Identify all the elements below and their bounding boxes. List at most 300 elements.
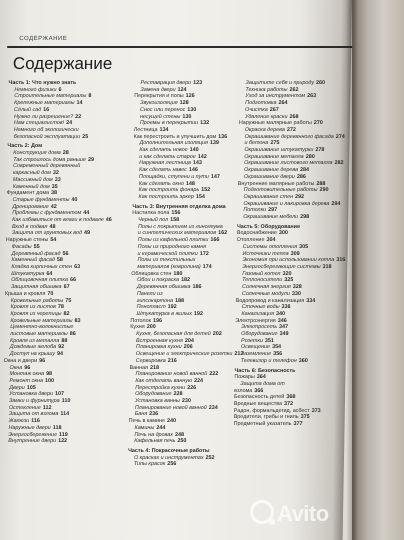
toc-entry-title: Обои и покраска (137, 277, 180, 284)
toc-page-number: 288 (316, 180, 326, 187)
toc-entry-title: Окраска дерева (244, 126, 285, 133)
toc-entry (235, 351, 345, 358)
toc-entry-title: Окрашивание дерева (243, 167, 299, 174)
toc-entry (239, 120, 349, 127)
toc-entry-title: Окрашивание и лакировка дерева (243, 200, 330, 207)
toc-entry (131, 257, 234, 264)
toc-entry-title: и как сделать старое (139, 153, 196, 160)
toc-entry (5, 298, 133, 305)
toc-entry (8, 93, 136, 100)
toc-page-number: 252 (205, 454, 215, 461)
toc-page-number: 56 (62, 250, 69, 257)
toc-entry (238, 160, 348, 167)
right-page-edge (352, 0, 404, 540)
toc-page-number: 14 (76, 100, 83, 107)
toc-entry (133, 187, 236, 194)
toc-entry-title: Солнечные модули (241, 290, 290, 297)
toc-page-number: 268 (289, 113, 299, 120)
toc-page-number: 351 (264, 337, 274, 344)
toc-page-number: 116 (31, 418, 40, 425)
toc-entry (236, 264, 346, 271)
avito-logo-icon (250, 500, 274, 524)
toc-entry (4, 338, 132, 345)
toc-entry (3, 371, 131, 378)
toc-entry-title: Кровельные работы (10, 297, 64, 304)
toc-entry (8, 134, 136, 141)
toc-entry (237, 207, 347, 214)
toc-entry (234, 374, 344, 381)
toc-page-number: 186 (192, 284, 202, 291)
toc-page-number: 202 (212, 331, 222, 338)
toc-entry-title: Перекрытия и полы (134, 93, 184, 100)
toc-entry (7, 170, 135, 177)
toc-entry (239, 100, 349, 107)
toc-entry-title: Вредители, грибы и гниль (233, 414, 299, 421)
toc-entry-title: Удаление краски (244, 113, 288, 120)
spine-shadow (346, 0, 358, 540)
toc-entry-title: Канализация (241, 310, 275, 317)
toc-page-number: 354 (272, 344, 282, 351)
toc-entry (5, 257, 133, 264)
toc-entry (236, 257, 346, 264)
toc-entry-title: Планирование новой ванной (134, 404, 207, 411)
toc-entry-title: Нам специалистов! (13, 120, 65, 127)
toc-entry-title: Кухня (130, 324, 145, 331)
toc-page-number: 188 (174, 297, 185, 304)
toc-page-number: 92 (58, 344, 65, 351)
toc-entry-title: Предметный указатель (233, 421, 292, 428)
toc-page-number: 356 (273, 351, 283, 358)
toc-page-number: 32 (52, 170, 59, 177)
toc-entry-title: Защита от грунтовых вод (11, 230, 83, 237)
toc-entry (129, 391, 232, 398)
toc-entry-title: Полы из текстильных (137, 257, 196, 264)
toc-entry (237, 251, 347, 258)
toc-page-number: 300 (278, 230, 288, 237)
toc-entry (237, 194, 347, 201)
toc-entry-title: Черный пол (138, 217, 169, 224)
toc-page-number: 29 (88, 156, 95, 163)
toc-page-number: 218 (150, 364, 160, 371)
toc-entry-title: Дождевые желоба (9, 344, 57, 351)
toc-entry (237, 244, 347, 251)
toc-entry (239, 134, 349, 141)
toc-entry (239, 87, 349, 94)
toc-entry-title: Сточные воды (241, 304, 280, 311)
toc-entry (6, 224, 134, 231)
toc-page-number: 154 (195, 193, 205, 200)
toc-entry (239, 127, 349, 134)
toc-entry-title: Немного физики (14, 86, 57, 93)
toc-page-number: 124 (177, 86, 187, 93)
toc-entry (4, 318, 132, 325)
toc-page-number: 96 (24, 364, 31, 371)
toc-entry-title: Снос или перенос (140, 106, 186, 113)
toc-entry-title: Звукоизоляция (140, 100, 178, 107)
toc-page-number: 275 (270, 140, 280, 147)
toc-page-number: 274 (335, 133, 345, 140)
toc-entry-title: Встроенная кухня (136, 337, 183, 344)
toc-entry-title: Деревянный фасад (11, 250, 61, 257)
toc-page-number: 250 (177, 438, 187, 445)
toc-page-number: 38 (50, 190, 58, 197)
toc-entry-title: Печь на дровах (134, 431, 174, 438)
toc-entry-title: Фундамент дома (6, 190, 50, 197)
toc-entry (238, 181, 348, 188)
toc-page-number: 147 (210, 173, 220, 180)
toc-entry-title: Кафельная печь (134, 438, 176, 445)
toc-page-number: 260 (315, 80, 326, 86)
toc-entry-title: Облицовка стен (131, 270, 172, 277)
toc-entry-title: Площадки, ступени и пути (138, 173, 209, 180)
toc-entry (129, 411, 232, 418)
toc-page-number: 334 (306, 297, 316, 304)
toc-entry-title: Старые фундаменты (12, 196, 70, 203)
watermark-text: Avito (277, 501, 329, 526)
toc-page-number: 143 (192, 160, 202, 167)
toc-page-number: 316 (336, 257, 346, 264)
toc-page-number: 55 (33, 243, 40, 250)
toc-page-number: 182 (181, 277, 191, 284)
toc-page-number: 83 (74, 317, 81, 324)
toc-page-number: 226 (187, 384, 197, 391)
toc-page-number: 262 (289, 86, 299, 93)
toc-entry (131, 284, 234, 291)
toc-page-number: 372 (284, 401, 294, 408)
toc-page-number: 139 (209, 140, 219, 147)
toc-entry (131, 304, 234, 311)
toc-entry (3, 411, 131, 418)
toc-entry (234, 408, 344, 415)
toc-column-1 (2, 80, 136, 445)
toc-entry-title: Окрашивание металла (244, 153, 304, 160)
toc-entry-title: Дренирование (12, 203, 49, 210)
toc-page-number: 114 (60, 411, 70, 418)
toc-page-number: 58 (56, 257, 63, 264)
toc-page-number: 33 (54, 176, 61, 183)
toc-entry-title: Розетки (241, 337, 263, 344)
toc-page-number: 377 (293, 421, 303, 428)
toc-page-number: 66 (69, 277, 77, 284)
toc-entry-title: Печь в камине (128, 418, 166, 425)
toc-entry-title: Облицовочная плитка (11, 277, 69, 284)
toc-entry-title: Типы красок (133, 461, 166, 468)
toc-column-3 (234, 80, 350, 428)
toc-entry (129, 385, 232, 392)
toc-entry-title: Телевизор и телефон (240, 357, 297, 364)
toc-part-heading: Часть 3: Внутренняя отделка дома (132, 203, 226, 210)
toc-page-number: 22 (75, 113, 82, 120)
toc-entry (3, 405, 131, 412)
toc-entry (6, 197, 134, 204)
toc-page-number: 244 (156, 424, 166, 431)
toc-page-number: 6 (58, 86, 62, 93)
toc-entry (4, 344, 132, 351)
toc-entry-title: материалов (ковролина) (137, 263, 201, 270)
toc-entry-title: Окрашивание стен (243, 193, 294, 200)
toc-entry (129, 405, 232, 412)
toc-page-number: 292 (295, 193, 305, 200)
toc-entry (130, 344, 233, 351)
toc-entry (5, 304, 133, 311)
toc-entry (238, 174, 348, 181)
toc-entry (3, 385, 131, 392)
toc-entry-title: Замки и фурнитура (8, 398, 60, 405)
toc-page-number: 349 (279, 331, 289, 338)
toc-entry (238, 154, 348, 161)
toc-entry-title: Водоснабжение (236, 230, 277, 237)
toc-entry (130, 351, 244, 358)
toc-page-number: 156 (171, 210, 181, 217)
toc-entry (8, 87, 136, 94)
toc-entry-title: и керамической плитки (137, 250, 198, 257)
toc-entry-title: Нужно ли разрешение? (13, 113, 74, 120)
toc-entry-title: безопасной эксплуатации (13, 133, 81, 140)
toc-page-number: 152 (201, 187, 211, 194)
toc-entry-title: Пожары (234, 374, 255, 381)
toc-entry (130, 324, 233, 331)
toc-entry (239, 114, 349, 121)
toc-entry (4, 351, 132, 358)
toc-page-number: 272 (286, 126, 296, 133)
toc-entry-title: Потолки (243, 207, 267, 214)
toc-entry-title: Планировка кухни (135, 344, 182, 351)
toc-entry-title: и бетона (244, 140, 269, 147)
toc-entry-title: Радон, формальдегид, асбест (233, 407, 310, 414)
toc-page-number: 304 (266, 237, 276, 244)
toc-entry-title: Крыша и кровля (4, 290, 46, 297)
toc-entry-title: Ремонт окна (9, 377, 44, 384)
toc-entry (130, 318, 233, 325)
toc-entry (4, 311, 132, 318)
toc-page-number: 49 (83, 230, 91, 237)
toc-entry (134, 120, 237, 127)
toc-entry-title: Наружные малярные работы (238, 120, 312, 127)
toc-entry-title: Освещение (240, 344, 271, 351)
toc-entry-title: Подготовительные работы (243, 187, 318, 194)
toc-entry-title: Защитная обшивка (10, 284, 62, 291)
toc-entry (237, 230, 347, 237)
toc-entry (129, 398, 232, 405)
toc-page-number: 63 (74, 263, 81, 270)
toc-entry-title: Водопровод и канализация (235, 297, 305, 304)
toc-entry (6, 244, 134, 251)
toc-entry-title: листовые материалы (10, 331, 68, 338)
toc-entry-title: Реставрация двери (140, 80, 192, 86)
toc-entry-title: Газовый котел (242, 270, 281, 277)
toc-entry-title: Энергосберегающие системы (242, 263, 321, 270)
toc-page-number: 294 (331, 200, 341, 207)
toc-entry (130, 358, 233, 365)
toc-entry (236, 298, 346, 305)
toc-page-number: 346 (277, 317, 287, 324)
toc-page-number: 107 (55, 391, 65, 398)
toc-entry-title: Наружные двери (8, 424, 51, 431)
toc-page-number: 234 (208, 404, 218, 411)
toc-entry-title: Каменный дом (12, 183, 50, 190)
toc-entry (133, 160, 236, 167)
toc-entry (133, 147, 236, 154)
toc-entry-title: гипсокартона (136, 297, 174, 304)
toc-page-number: 98 (46, 371, 53, 378)
toc-page-number: 70 (47, 290, 54, 297)
toc-entry-title: Освещение и электрические розетки (135, 351, 233, 358)
toc-entry-title: Как избавиться от влаги в подвале (12, 217, 104, 224)
toc-page-number: 128 (179, 100, 189, 107)
toc-page-number: 224 (193, 377, 204, 384)
toc-entry (132, 237, 235, 244)
toc-entry (238, 140, 348, 147)
toc-entry-title: Жалюзи (8, 418, 30, 425)
toc-entry (130, 338, 233, 345)
toc-page-number: 236 (149, 411, 159, 418)
toc-entry (134, 114, 237, 121)
toc-entry (8, 114, 136, 121)
toc-page-number: 340 (275, 310, 286, 317)
toc-entry-title: Оборудование (135, 391, 172, 398)
toc-page-number: 78 (57, 304, 64, 311)
toc-page-number: 192 (193, 310, 203, 317)
toc-page-number: 132 (200, 120, 210, 127)
toc-entry (235, 331, 345, 338)
toc-entry-title: Отопление (236, 237, 265, 244)
toc-entry (128, 455, 231, 462)
toc-page-number: 240 (166, 418, 177, 425)
toc-entry (2, 438, 130, 445)
toc-entry-title: Экономия при использовании котла (242, 257, 335, 264)
toc-entry (236, 291, 346, 298)
toc-entry (129, 371, 232, 378)
toc-entry-title: Штукатурка в жилых (136, 310, 192, 317)
toc-page-number: 48 (49, 223, 56, 230)
toc-entry-title: Панели из (136, 290, 163, 297)
toc-entry-title: Кровля из листов (10, 304, 56, 311)
toc-entry (132, 251, 235, 258)
toc-entry (6, 230, 134, 237)
toc-entry-title: Окна и двери (3, 357, 38, 364)
toc-page-number: 8 (88, 93, 92, 100)
toc-entry-title: Настилка пола (132, 210, 170, 217)
toc-entry-title: Полы из природного камня (137, 243, 207, 250)
toc-entry (235, 358, 345, 365)
toc-entry (5, 291, 133, 298)
toc-page-number: 94 (56, 351, 64, 358)
toc-entry-title: Окрашивание двери (243, 173, 295, 180)
toc-entry (5, 271, 133, 278)
toc-entry (3, 398, 131, 405)
running-header: СОДЕРЖАНИЕ (19, 36, 68, 42)
toc-entry-title: Штукатурка (11, 270, 45, 277)
toc-entry-title: Дополнительная изоляция (139, 140, 208, 147)
toc-entry (236, 271, 346, 278)
toc-entry-title: Кровельные материалы (10, 317, 73, 324)
toc-entry-title: Замена двери (140, 86, 176, 93)
header-rule (7, 46, 352, 48)
toc-page-number: 309 (290, 250, 300, 257)
toc-entry-title: Внутренние двери (8, 438, 57, 445)
toc-entry (132, 217, 235, 224)
toc-entry (134, 93, 237, 100)
toc-entry (8, 100, 136, 107)
toc-page-number: 290 (319, 187, 329, 194)
toc-entry-title: Так строилось дома раньше (13, 156, 87, 163)
toc-entry-title: Как перестроить и улучшить дом (133, 133, 217, 140)
toc-entry-title: взлома (234, 387, 253, 394)
toc-entry (131, 277, 234, 284)
toc-entry-title: Заземление (240, 351, 272, 358)
toc-entry (5, 277, 133, 284)
toc-page-number: 366 (254, 387, 264, 394)
toc-entry (128, 461, 231, 468)
toc-page-number: 96 (39, 357, 46, 364)
toc-entry (7, 190, 135, 197)
toc-page-number: 46 (105, 217, 112, 224)
toc-page-number: 297 (268, 207, 278, 214)
toc-page-number: 325 (284, 277, 294, 284)
toc-page-number: 347 (279, 324, 289, 331)
toc-entry-title: Проемы в перекрытии (139, 120, 199, 127)
toc-entry (133, 181, 236, 188)
toc-entry (129, 418, 232, 425)
toc-entry-title: Как сделать навес (138, 167, 187, 174)
toc-entry (238, 167, 348, 174)
toc-entry-title: Как построить эркер (138, 193, 194, 200)
toc-entry (4, 331, 132, 338)
toc-entry (134, 87, 237, 94)
toc-entry (130, 331, 233, 338)
toc-page-number: 373 (311, 407, 321, 414)
toc-entry (133, 140, 236, 147)
toc-page-number: 105 (26, 384, 36, 391)
toc-page-number: 88 (61, 337, 68, 344)
toc-page-number: 122 (58, 438, 68, 445)
toc-entry (236, 304, 346, 311)
toc-entry-title: Монтаж окна (9, 371, 45, 378)
toc-entry-title: Уход за инструментом (245, 93, 306, 100)
toc-entry-title: Теплоносители (242, 277, 283, 284)
toc-page-number: 228 (173, 391, 183, 398)
toc-page-number: 162 (218, 230, 228, 237)
toc-entry-title: Солнечная энергия (241, 284, 291, 291)
toc-entry-title: Окрашивание листового металла (244, 160, 333, 167)
toc-entry (132, 224, 235, 231)
toc-entry-title: Каменный фасад (11, 257, 55, 264)
toc-entry-title: Немного об экологически (13, 126, 79, 133)
toc-entry-title: Цементно-волокнистые (10, 324, 74, 331)
toc-entry (236, 284, 346, 291)
toc-entry (131, 298, 234, 305)
toc-entry-title: Баня (134, 411, 148, 418)
toc-page-number: 86 (69, 331, 76, 338)
toc-entry (6, 210, 134, 217)
toc-entry-title: Современный деревянный (13, 163, 81, 170)
toc-entry-title: Проблемы с фундаментом (12, 210, 82, 217)
toc-entry (8, 120, 136, 127)
toc-page-number: 286 (296, 173, 306, 180)
toc-entry-title: Электросеть (241, 324, 278, 331)
toc-page-number: 200 (146, 324, 156, 331)
toc-page-number: 368 (286, 394, 296, 401)
toc-entry (131, 271, 234, 278)
toc-entry-title: Полы с покрытием из линолеума (137, 223, 223, 230)
toc-entry (128, 438, 231, 445)
toc-entry (2, 432, 130, 439)
toc-page-number: 256 (167, 461, 177, 468)
toc-page-number: 146 (188, 167, 198, 174)
toc-entry-title: Как сделать новое (139, 147, 188, 154)
toc-entry (134, 107, 237, 114)
toc-entry (133, 154, 236, 161)
